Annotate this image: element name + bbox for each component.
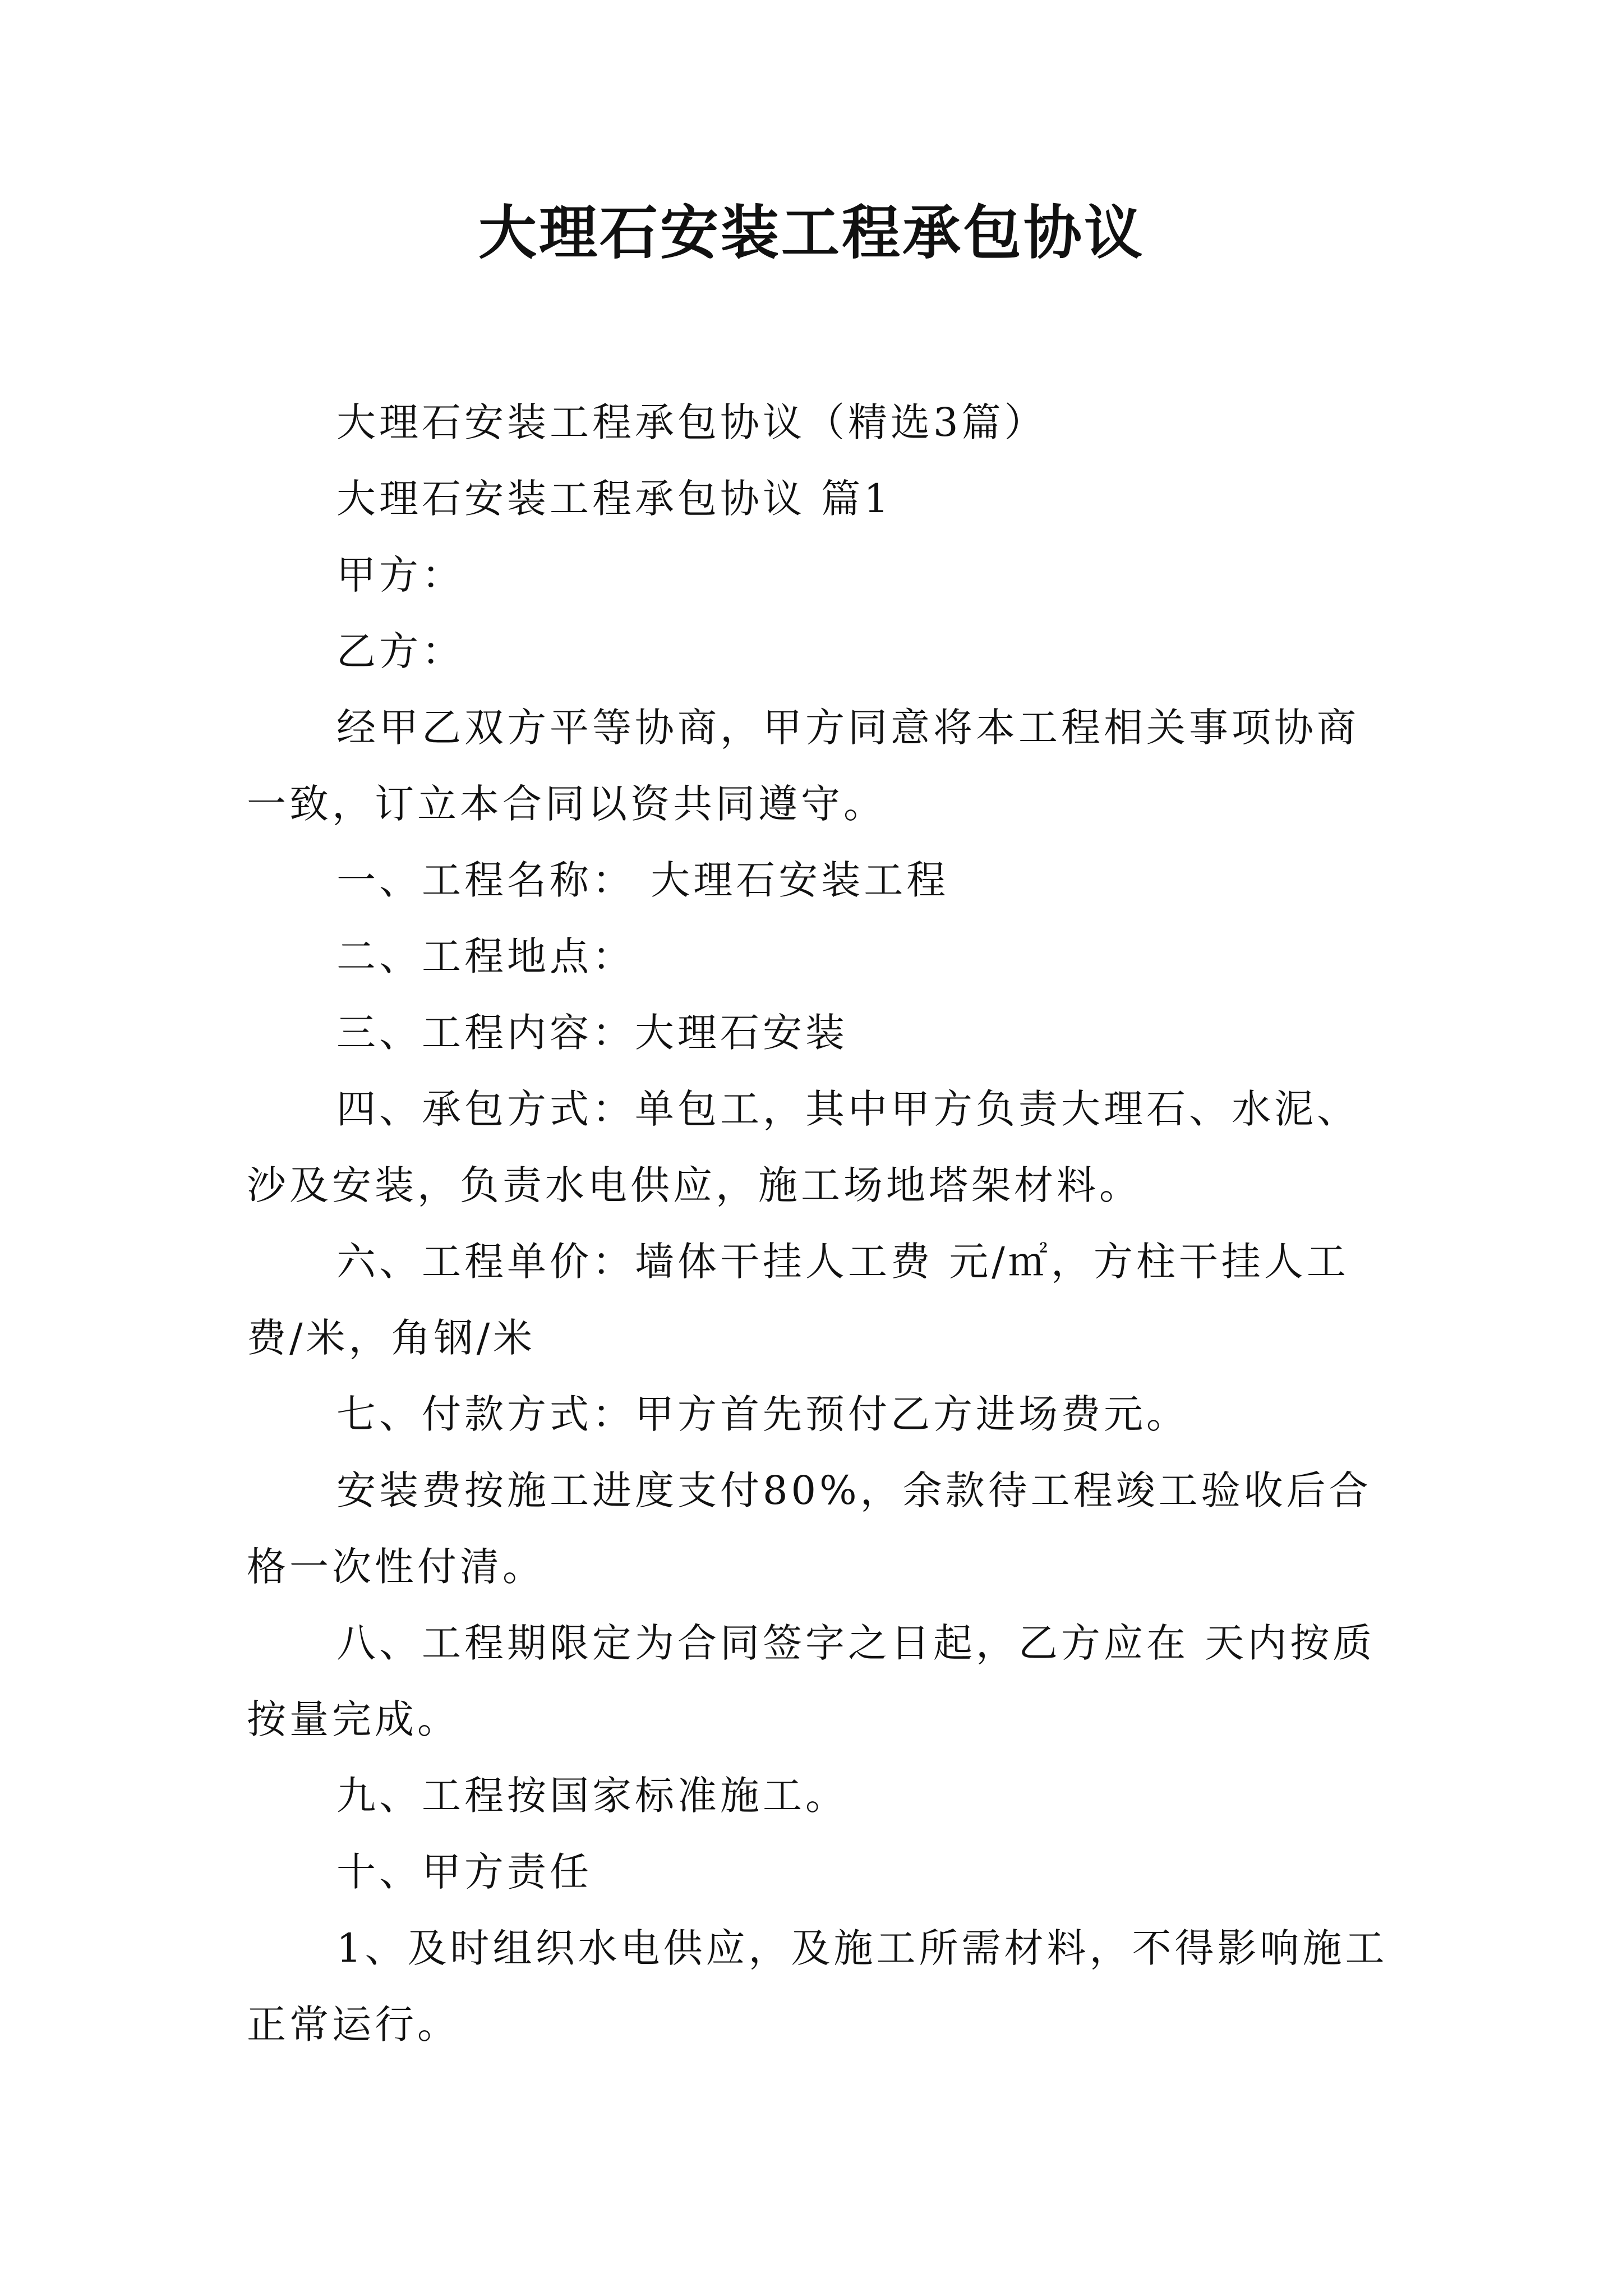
paragraph-party-b: 乙方：: [336, 628, 464, 674]
paragraph-party-a-duties: 十、甲方责任: [336, 1849, 592, 1895]
paragraph-project-name: 一、工程名称： 大理石安装工程: [336, 857, 949, 903]
paragraph-project-period: 八、工程期限定为合同签字之日起，乙方应在 天内按质按量完成。: [247, 1620, 1376, 1742]
paragraph-standards: 九、工程按国家标准施工。: [336, 1773, 848, 1819]
paragraph-payment-method: 七、付款方式：甲方首先预付乙方进场费元。: [336, 1391, 1189, 1437]
paragraph-preamble: 经甲乙双方平等协商，甲方同意将本工程相关事项协商一致，订立本合同以资共同遵守。: [247, 705, 1359, 827]
paragraph-project-location: 二、工程地点：: [336, 933, 635, 979]
paragraph-subtitle: 大理石安装工程承包协议（精选3篇）: [336, 399, 1047, 445]
document-body: [247, 384, 1388, 2063]
paragraph-unit-price: 六、工程单价：墙体干挂人工费 元/㎡，方柱干挂人工费/米，角钢/米: [247, 1239, 1349, 1361]
paragraph-project-content: 三、工程内容：大理石安装: [336, 1010, 848, 1056]
document-title: 大理石安装工程承包协议: [478, 198, 1145, 267]
paragraph-party-a: 甲方：: [336, 552, 464, 598]
paragraph-installation-fee: 安装费按施工进度支付80%，余款待工程竣工验收后合格一次性付清。: [247, 1467, 1372, 1590]
paragraph-duty-1: 1、及时组织水电供应，及施工所需材料，不得影响施工正常运行。: [247, 1925, 1388, 2047]
paragraph-section-heading: 大理石安装工程承包协议 篇1: [336, 476, 892, 522]
paragraph-contract-method: 四、承包方式：单包工，其中甲方负责大理石、水泥、沙及安装，负责水电供应，施工场地塔架材料。: [247, 1086, 1359, 1208]
